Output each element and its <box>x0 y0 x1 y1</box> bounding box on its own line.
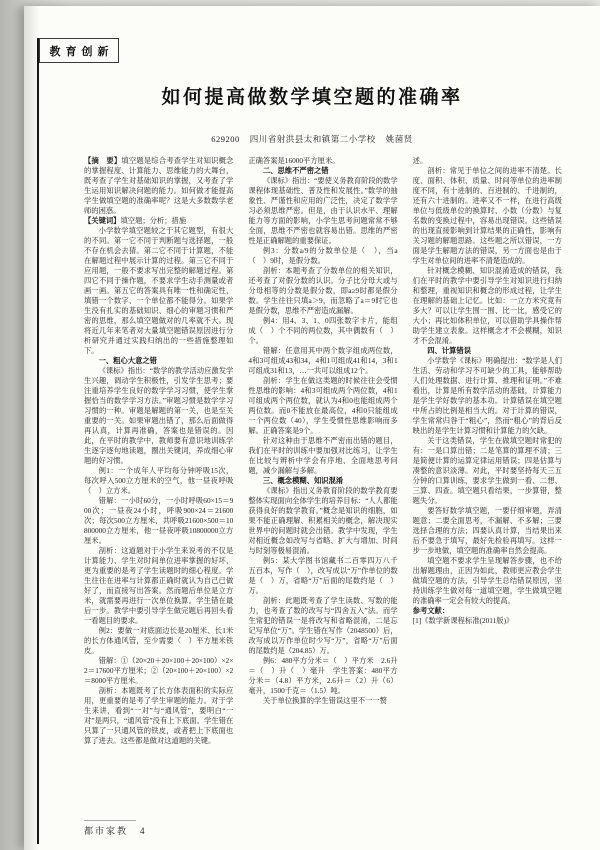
example-3: 例3：分数a/9的分数单位是（ ），当a（ ）9时，是假分数。 <box>248 246 398 265</box>
example-3-analysis: 剖析：本题考查了分数单位的相关知识，还考查了对假分数的认识。分子比分母大或与分母相等的分数是假分数，即a≥9时都是假分数。学生往往只填a＞9，而忽略了a＝9时它也是假分数，思维不严密造成漏解。 <box>248 266 398 315</box>
edition-tag: 教育创新 <box>49 45 114 58</box>
journal-page <box>24 6 600 850</box>
keywords-text: 填空题；分析；措施 <box>120 216 187 225</box>
edition-tag-box <box>39 38 119 63</box>
abstract-label: 【摘 要】 <box>84 156 122 165</box>
section-heading-1: 一、粗心大意之错 <box>98 356 157 365</box>
keywords <box>84 216 233 226</box>
section-1-paragraph: 《课标》指出：“数学的教学活动应激发学生兴趣，调动学生积极性，引发学生思考；要注重培养学生良好的数学学习习惯，使学生掌握恰当的数学学习方法。”审题习惯是数学学习习惯的一种。审题是解题的第一关，也是至关重要的一关。如果审题出错了，那么后面做得再认真，计算再准确，答案也是错误的。因此，在平时的教学中，教师要有意识地训练学生逐字逐句地读题，圈出关键词，养成细心审题的好习惯。 <box>84 366 234 465</box>
column-2-runover: 关于单位换算的学生错误这里不一一赘 <box>262 696 387 705</box>
article-title: 如何提高做数学填空题的准确率 <box>161 87 463 108</box>
section-2-advice: 针对这种由于思维不严密而出错的题目，我们在平时的训练中要加强对比练习，让学生在比较与辨析中学会有序地、全面地思考问题，减少漏解与多解。 <box>248 436 398 475</box>
example-2-analysis: 剖析：本题既考了长方体表面积的实际应用，更重要的是考了学生审题的能力。对于学生来讲，看到“一对”与“通风管”，要明白“一对”是两只，“通风管”没有上下底面。学生错在只算了一只通风管的铁皮，或者把上下底面也算了进去。这些都是做对这道题的关键。 <box>84 686 234 745</box>
abstract-text: 填空题是综合考查学生对知识概念的掌握程度、计算能力、思维能力的大舞台，既考查了学生对基础知识的掌握，又考查了学生运用知识解决问题的能力。如何做才能提高学生做填空题的准确率呢？这是大多数数学老师的困惑。 <box>84 156 234 215</box>
section-3-advice: 针对概念模糊、知识混淆造成的错误，我们在平时的教学中要引导学生对知识进行归纳和整理，重视知识和概念的形成过程，让学生在理解的基础上记忆。比如：一立方米究竟有多大？可以让学生围一围、比一比，感受它的大小；再比如体积单位，可以借助学具操作帮助学生建立表象。这样概念才不会模糊，知识才不会混淆。 <box>412 266 562 345</box>
example-4-wrong-answer: 错解：任意用其中两个数字组成两位数，4和3可组成43和34，4和1可组成41和14，3和1可组成31和13，…一共可以组成12个。 <box>248 346 398 375</box>
example-4-analysis: 剖析：学生在做这类题的时候往往会受惯性思维的影响：4和3可组成两个两位数，4和1可组成两个两位数，就认为4和0也能组成两个两位数。而0不能放在最高位，4和0只能组成一个两位数（40），学生受惯性思维影响而多解。正确答案是9个。 <box>248 376 398 435</box>
column-3-continuation: 述。 <box>412 156 428 165</box>
byline-affiliation: 四川省射洪县太和镇第二小学校 <box>249 134 376 144</box>
section-2-paragraph: 《课标》指出：“要使义务教育阶段的数学课程体现基础性、普及性和发展性。”数学的抽象性、严谨性和应用的广泛性，决定了数学学习必须思维严密。但是，由于认识水平、理解能力等方面的影响，小学生思考问题常常不够全面，思维不严密也就容易出错。思维的严密性是正确解题的重要保证。 <box>248 176 398 245</box>
section-heading-3: 三、概念模糊、知识混淆 <box>262 476 344 485</box>
column-2 <box>248 156 397 818</box>
column-2-continuation: 正确答案是16000平方厘米。 <box>248 156 340 165</box>
byline-postcode: 629200 <box>211 134 240 144</box>
column-1 <box>84 156 233 818</box>
example-2-wrong-answer: 错解：①（20×20＋20×100＋20×100）×2×2＝17600平方厘米；②（20×100＋20×100）×2＝8000平方厘米。 <box>84 656 234 685</box>
page-footer <box>84 824 145 837</box>
abstract <box>84 156 233 216</box>
intro-paragraph: 小学数学填空题较之于其它题型，有很大的不同。第一它不同于判断题与选择题，一般不存在机会去猜。第二它不同于计算题，不能在解题过程中展示计算的过程。第三它不同于应用题，一般不要求写出完整的解题过程。第四它不同于操作题，不要求学生动手测量或者画一画。第五它的答案具有唯一性和确定性，填错一个数字、一个单位都不能得分。如果学生没有扎实的基础知识、细心的审题习惯和严密的思维，那么填空题做对的几率就不大。现将近几年来笔者对大量填空题错误原因进行分析研究并通过实践归纳出的一些措施整理如下。 <box>84 226 234 355</box>
conclusion: 填空题不要求学生呈现解答步骤，也不给出解题理由，正因为如此，教师更应教会学生做填空题的方法，引导学生总结错误原因，坚持训练学生做对每一道填空题，学生做填空题的准确率一定会有较大的提高。 <box>412 556 562 605</box>
reference-1: [1]《数学新课程标准(2011版)》 <box>412 616 514 625</box>
example-2: 例2：要做一对底面边长是20厘米、长1米的长方体通风管，至少需要（ ）平方厘米铁皮。 <box>84 626 234 655</box>
example-4: 例4：用4、3、1、0四张数字卡片，能组成（ ）个不同的两位数，其中偶数有（ ）个。 <box>248 316 398 345</box>
keywords-label: 【关键词】 <box>84 216 121 225</box>
spine-rule <box>37 38 39 844</box>
section-4-paragraph: 小学数学《课标》明确提出：“数学是人们生活、劳动和学习不可缺少的工具，能够帮助人们处理数据、进行计算、推理和证明。”不难看出，计算是所有数学活动的基础，计算能力是学生学好数学的基本功。计算错误在填空题中所占的比例是相当大的。对于计算的错误，学生常常归咎于“粗心”，然而“粗心”的背后反映出的是学生计算习惯和计算能力的欠缺。 <box>412 356 562 435</box>
section-4-error-types: 关于这类错误，学生在做填空题时常犯的有：一是口算出错；二是笔算的算理不清；三是简便计算的运算定律运用错误；四是估算与凑整的意识淡薄。对此，平时要坚持每天三五分钟的口算训练，要求学生做到一看、二想、三算、四查。填空题只看结果，一步算错，整题失分。 <box>412 436 562 505</box>
article-body <box>84 156 562 818</box>
byline-author: 姚菌贤 <box>385 134 413 144</box>
example-6: 例6：480平方分米＝（ ）平方米 2.6升＝（ ）升（ ）毫升 学生答案：480平方分米＝（4.8）平方米，2.6升＝（2）升（6）毫升，1500千克＝（1.5）吨。 <box>248 656 398 695</box>
page-number: 4 <box>140 826 145 836</box>
example-1: 例1：一个成年人平均每分钟呼吸15次，每次呼入500立方厘米的空气，他一昼夜呼吸（ ）立方米。 <box>84 466 234 495</box>
references-label: 参考文献： <box>412 606 450 615</box>
journal-name: 都市家教 <box>84 826 129 836</box>
unit-conversion-analysis: 剖析：常见于单位之间的进率不清楚。长度、面积、体积、质量、时间等单位的进率制度不同，有十进制的、百进制的、千进制的，还有六十进制的。进率又不一样，在进行高级单位与低级单位的换算时、小数（分数）与复名数的变换过程中，容易出现错误。这些错误的出现直接影响到计算结果的正确性，影响有关习题的解题思路。这些题之所以错误，一方面是学生解题方法的错误，另一方面也是由于学生对单位间的进率不清楚造成的。 <box>412 166 562 265</box>
section-heading-4: 四、计算错误 <box>427 346 472 355</box>
summary-steps: 要答好数学填空题，一要仔细审题，弄清题意；二要全面思考，不漏解、不多解；三要选择合理的方法；四要认真计算，当结果出来后不要急于填写，最好先检验再填写。这样一步一步地做，填空题的准确率自然会提高。 <box>412 506 562 555</box>
example-1-wrong-answer: 错解：一小时60分，一小时呼吸60×15＝900次；一昼夜24小时，呼吸900×24＝21600次；每次500立方厘米，共呼吸21600×500＝10800000立方厘米，他一昼夜呼吸10800000立方厘米。 <box>84 496 234 545</box>
column-3 <box>413 156 562 818</box>
example-5: 例5：某大学图书馆藏书二百零四万八千五百本，写作（ ），改写成以“万”作单位的数是（ ）万，省略“万”后面的尾数约是（ ）万。 <box>248 556 398 595</box>
section-3-paragraph: 《课标》指出义务教育阶段的数学教育要整体实现面向全体学生的培养目标：“人人都能获得良好的数学教育。”概念是知识的细胞，如果不能正确理解、积累相关的概念，解决现实世界中的问题时就会出错。教学中发现，学生对相近概念如改写与省略、扩大与增加、时间与时刻等极易混淆。 <box>248 486 398 555</box>
byline <box>24 133 600 145</box>
example-1-analysis: 剖析：这道题对于小学生来说考的不仅是计算能力、学生对时间单位进率掌握的好坏，更为重要的是考了学生读题时的细心程度。学生往往在进率与计算都正确时就认为自己已做好了，而直接写出答案。然而题后单位是立方米，就需要再进行一次单位换算。学生错在最后一步。教学中要引导学生做完题后再回头看一看题目的要求。 <box>84 546 234 625</box>
section-heading-2: 二、思维不严密之错 <box>262 166 329 175</box>
example-5-analysis: 剖析：此题既考查了学生读数、写数的能力，也考查了数的改写与“四舍五入”法。而学生常犯的错误一是将改写和省略混淆，二是忘记写单位“万”。学生错在写作（2048500）后，改写成以万作单位时少写“万”，省略“万”后面的尾数约是（204.85）万。 <box>248 596 398 655</box>
